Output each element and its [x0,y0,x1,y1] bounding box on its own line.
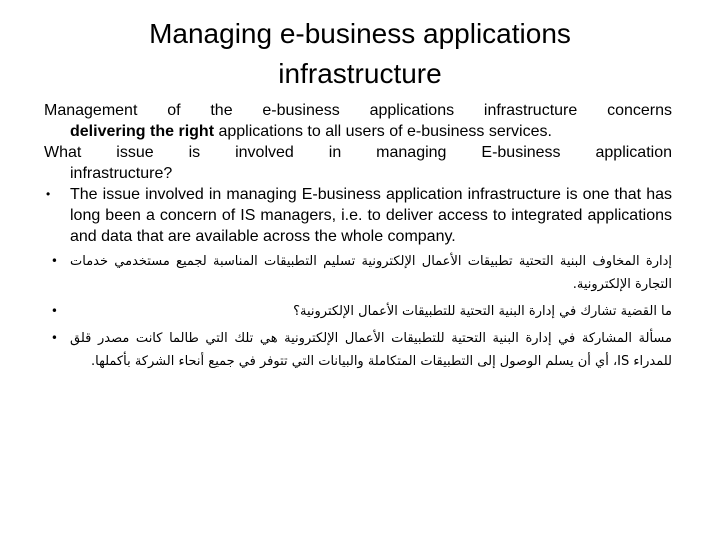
bullet-dot: • [50,304,58,318]
intro-rest-text: applications to all users of e-business services. [214,123,552,140]
bullet-arabic-1 [44,250,672,296]
slide-title-line-2: infrastructure [278,58,442,89]
bullet-dot: • [46,187,51,201]
question-line-2: infrastructure? [70,165,173,182]
bullet-arabic-1-text: إدارة المخاوف البنية التحتية تطبيقات الأعمال الإلكترونية تسليم التطبيقات المناسبة لجميع مستخدمي خدمات التجارة الإلكترونية. [70,254,672,292]
bullet-arabic-3 [44,327,672,373]
bullet-english [44,184,672,247]
slide-title-line-1: Managing e-business applications [149,18,571,49]
slide-body [44,100,672,373]
bullet-arabic-2-text: ما القضية تشارك في إدارة البنية التحتية للتطبيقات الأعمال الإلكترونية؟ [293,304,672,319]
intro-paragraph [44,100,672,142]
question-paragraph [44,142,672,184]
intro-line-2 [44,121,672,142]
bullet-dot: • [50,331,58,345]
question-line-1: What issue is involved in managing E-business application [44,144,672,161]
bullet-arabic-2 [44,300,672,323]
slide-title [0,14,720,94]
bullet-arabic-3-text: مسألة المشاركة في إدارة البنية التحتية للتطبيقات الأعمال الإلكترونية هي تلك التي طالما كانت مصدر قلق للمدراء IS، أي أن يسلم الوصول إلى التطبيقات المتكاملة والبيانات التي تتوفر في جميع أنحاء الشركة بأكملها. [70,331,672,369]
intro-line-1: Management of the e-business applications infrastructure concerns [44,102,672,119]
intro-bold-text: delivering the right [70,123,215,140]
bullet-dot: • [50,254,58,268]
bullet-english-text: The issue involved in managing E-business application infrastructure is one that has long been a concern of IS managers, i.e. to deliver access to integrated applications and data that are available across the whole company. [70,186,672,245]
